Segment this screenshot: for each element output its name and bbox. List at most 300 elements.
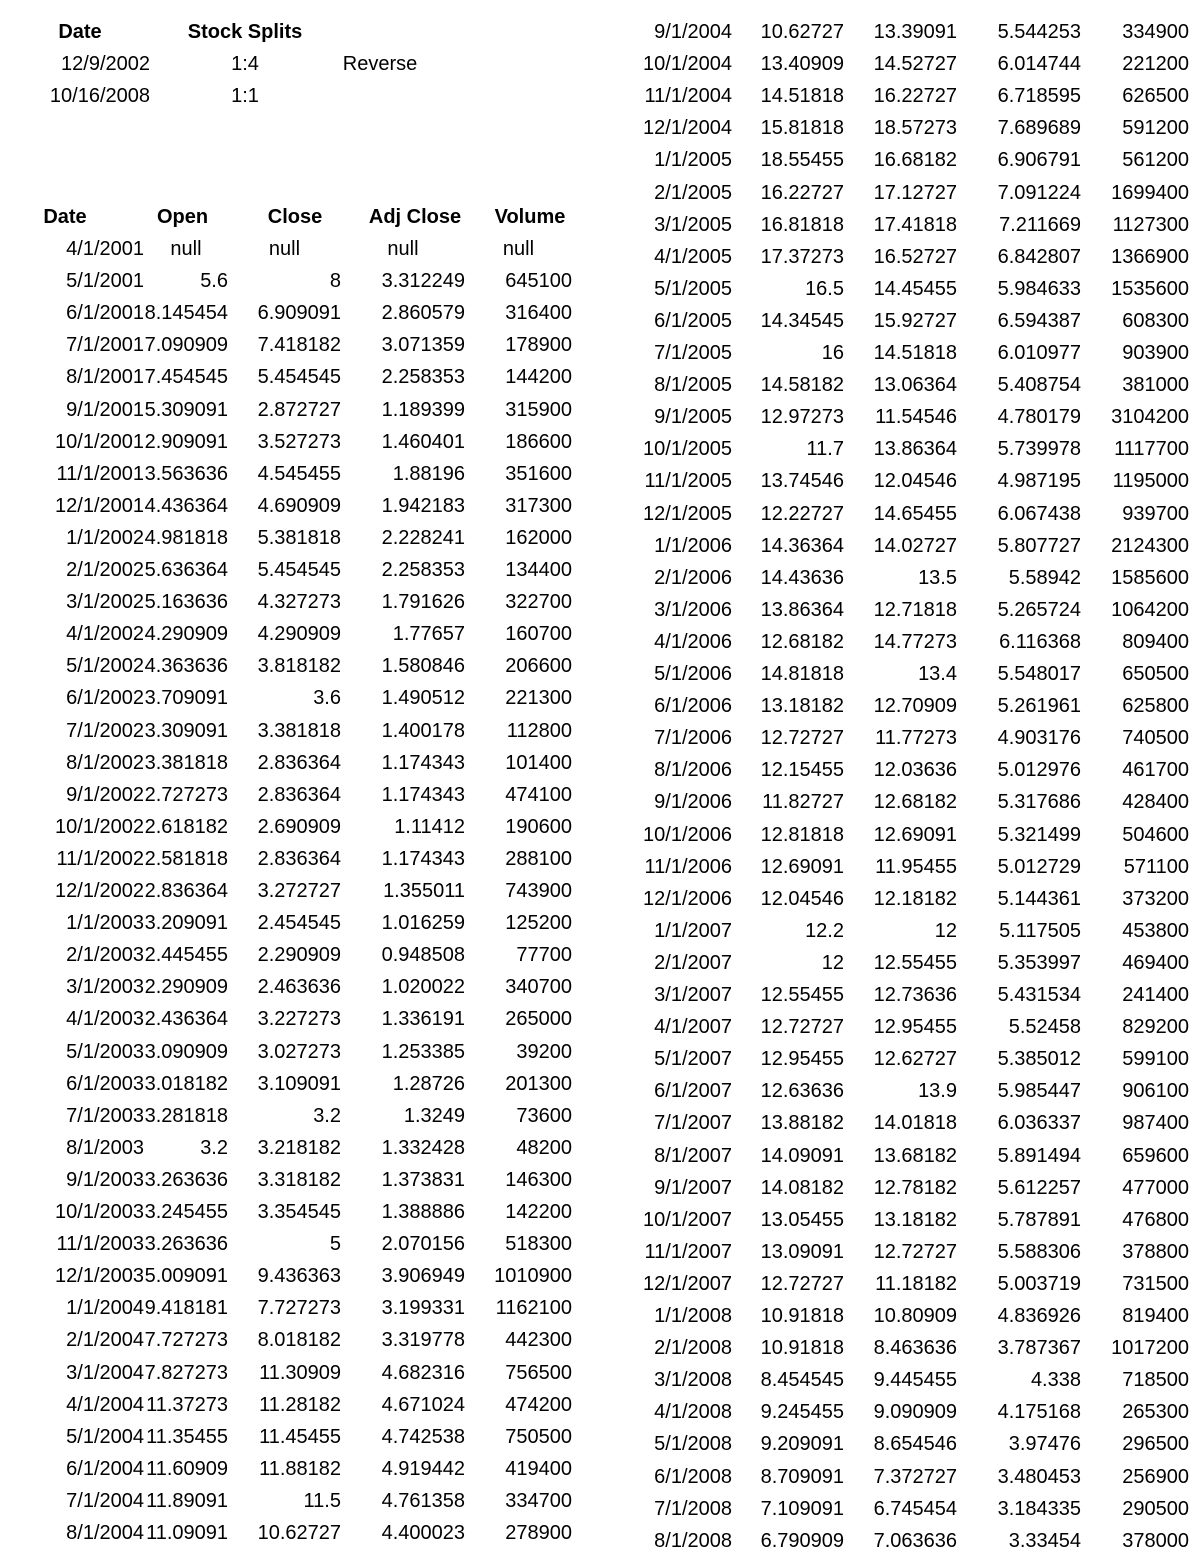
row-date: 6/1/2003 — [66, 1072, 144, 1095]
row-open: 2.581818 — [144, 847, 228, 870]
row-date: 10/1/2003 — [55, 1201, 144, 1223]
row-adj-close: 3.480453 — [997, 1465, 1081, 1488]
row-date: 8/1/2002 — [66, 751, 144, 774]
row-volume: 77700 — [516, 944, 572, 967]
row-date: 10/1/2001 — [55, 430, 144, 453]
row-close: 2.690909 — [257, 815, 341, 838]
row-close: 13.18182 — [873, 1208, 957, 1231]
row-close: 12.69091 — [873, 823, 957, 846]
header-volume: Volume — [494, 206, 566, 228]
row-volume: 296500 — [1122, 1433, 1189, 1456]
row-adj-close: 3.787367 — [997, 1337, 1081, 1360]
row-volume: 504600 — [1122, 823, 1189, 846]
row-date: 3/1/2008 — [654, 1369, 732, 1392]
row-open: 14.08182 — [760, 1176, 844, 1199]
row-open: 8.145454 — [144, 302, 228, 325]
split-ratio: 1:1 — [231, 85, 259, 108]
table-row — [0, 658, 1200, 690]
row-volume: 221200 — [1122, 53, 1189, 76]
table-row — [0, 1236, 1200, 1268]
row-date: 9/1/2006 — [654, 791, 732, 814]
row-volume: 626500 — [1122, 85, 1189, 108]
row-volume: 142200 — [505, 1201, 572, 1223]
row-volume: 599100 — [1122, 1048, 1189, 1071]
row-volume: 903900 — [1122, 342, 1189, 364]
row-close: 11.5 — [303, 1489, 341, 1512]
row-volume: 265300 — [1122, 1401, 1189, 1424]
row-date: 12/1/2001 — [55, 494, 144, 517]
table-row — [0, 1461, 1200, 1493]
row-adj-close: 4.761358 — [381, 1489, 465, 1512]
row-open: 12.68182 — [760, 630, 844, 653]
row-adj-close: 2.258353 — [381, 559, 465, 581]
row-adj-close: 5.588306 — [997, 1240, 1081, 1263]
table-row — [0, 1396, 1200, 1428]
row-open: 4.363636 — [144, 655, 228, 678]
row-volume: 278900 — [505, 1522, 572, 1544]
row-open: 4.436364 — [144, 494, 228, 517]
row-close: 3.6 — [313, 687, 341, 710]
table-row — [0, 273, 1200, 305]
row-close: 11.28182 — [259, 1393, 341, 1416]
row-date: 5/1/2008 — [654, 1433, 732, 1456]
row-close: 13.86364 — [873, 438, 957, 461]
row-volume: 2124300 — [1111, 534, 1189, 557]
row-close: 3.027273 — [257, 1040, 341, 1063]
row-volume: 1162100 — [495, 1297, 572, 1320]
row-close: 12.70909 — [873, 695, 957, 718]
row-adj-close: 1.490512 — [381, 687, 465, 710]
table-row — [0, 401, 1200, 433]
row-volume: 162000 — [505, 526, 572, 549]
row-open: 5.009091 — [144, 1265, 228, 1288]
table-row — [0, 337, 1200, 369]
row-volume: 906100 — [1122, 1080, 1189, 1103]
row-open: 16.81818 — [760, 213, 844, 236]
row-adj-close: 5.012729 — [997, 855, 1081, 878]
row-volume: 112800 — [506, 719, 572, 742]
table-row — [0, 1107, 1200, 1139]
row-volume: 419400 — [505, 1457, 572, 1480]
row-open: 7.727273 — [144, 1329, 228, 1352]
row-close: 6.745454 — [873, 1497, 957, 1520]
row-date: 9/1/2003 — [66, 1168, 144, 1191]
row-volume: 474100 — [505, 783, 572, 806]
row-date: 12/1/2006 — [643, 887, 732, 910]
row-adj-close: 5.985447 — [997, 1080, 1081, 1103]
row-date: 7/1/2007 — [654, 1112, 732, 1135]
row-volume: 571100 — [1123, 855, 1189, 878]
row-volume: 1195000 — [1112, 470, 1189, 493]
split-date: 10/16/2008 — [49, 85, 150, 108]
row-adj-close: 3.312249 — [381, 270, 465, 293]
row-adj-close: 5.984633 — [997, 277, 1081, 300]
row-volume: 461700 — [1122, 759, 1189, 782]
table-row — [0, 1493, 1200, 1525]
row-open: 2.290909 — [144, 976, 228, 999]
row-date: 3/1/2007 — [654, 984, 732, 1006]
table-row — [0, 1268, 1200, 1300]
row-adj-close: 1.020022 — [381, 976, 465, 999]
row-date: 5/1/2005 — [654, 277, 732, 300]
row-open: 3.2 — [200, 1136, 228, 1159]
row-close: 11.54546 — [875, 406, 957, 429]
table-row — [0, 786, 1200, 818]
row-adj-close: 5.408754 — [997, 374, 1081, 397]
row-close: 13.68182 — [873, 1144, 957, 1167]
row-date: 3/1/2003 — [66, 976, 144, 999]
row-volume: 939700 — [1122, 502, 1189, 525]
row-open: 14.34545 — [760, 309, 844, 332]
row-volume: 101400 — [505, 751, 572, 774]
row-date: 2/1/2008 — [654, 1337, 732, 1360]
row-open: 9.209091 — [760, 1433, 844, 1456]
row-date: 4/1/2002 — [66, 623, 144, 646]
row-adj-close: 2.860579 — [381, 302, 465, 325]
row-close: 8.654546 — [873, 1433, 957, 1456]
row-close: 18.57273 — [873, 117, 957, 140]
row-date: 11/1/2002 — [56, 847, 144, 870]
row-volume: 476800 — [1122, 1208, 1189, 1231]
row-adj-close: 1.580846 — [381, 655, 465, 678]
table-row — [0, 1075, 1200, 1107]
row-close: 5.454545 — [257, 559, 341, 581]
row-open: 13.18182 — [760, 695, 844, 718]
row-close: 8 — [329, 270, 341, 293]
row-open: 11.89091 — [146, 1489, 228, 1512]
row-close: 11.18182 — [875, 1272, 957, 1295]
row-open: 12.63636 — [760, 1080, 844, 1103]
row-open: 3.709091 — [144, 687, 228, 710]
row-adj-close: 1.77657 — [392, 623, 465, 646]
row-open: 18.55455 — [760, 149, 844, 172]
row-adj-close: 1.460401 — [381, 430, 465, 453]
row-open: 4.981818 — [144, 526, 228, 549]
row-date: 7/1/2001 — [66, 334, 144, 357]
row-volume: 160700 — [505, 623, 572, 646]
row-volume: 829200 — [1122, 1016, 1189, 1039]
row-volume: 144200 — [505, 366, 572, 389]
table-row — [0, 369, 1200, 401]
row-adj-close: 3.319778 — [381, 1329, 465, 1352]
row-adj-close: 5.431534 — [997, 984, 1081, 1006]
row-close: 2.290909 — [257, 944, 341, 967]
split-date: 12/9/2002 — [61, 53, 150, 76]
row-open: 3.018182 — [144, 1072, 228, 1095]
table-row — [0, 1332, 1200, 1364]
row-open: 13.40909 — [760, 53, 844, 76]
row-date: 4/1/2001 — [66, 238, 144, 260]
row-adj-close: 4.400023 — [381, 1522, 465, 1544]
row-open: 14.36364 — [760, 534, 844, 557]
row-close: 13.4 — [918, 663, 957, 685]
row-open: 10.91818 — [760, 1337, 844, 1360]
row-date: 9/1/2002 — [66, 783, 144, 806]
row-open: 12.72727 — [760, 727, 844, 750]
row-open: 13.86364 — [760, 598, 844, 621]
row-volume: 146300 — [505, 1168, 572, 1191]
table-row — [0, 498, 1200, 530]
row-volume: 659600 — [1122, 1144, 1189, 1167]
row-date: 3/1/2006 — [654, 598, 732, 621]
row-volume: 428400 — [1122, 791, 1189, 814]
row-date: 4/1/2004 — [66, 1393, 144, 1416]
row-adj-close: 6.014744 — [997, 53, 1081, 76]
row-close: 16.22727 — [873, 85, 957, 108]
row-volume: 178900 — [505, 334, 572, 357]
row-volume: 819400 — [1122, 1305, 1189, 1327]
row-close: 12.55455 — [873, 951, 957, 974]
row-open: 12.04546 — [760, 887, 844, 910]
table-row — [0, 1140, 1200, 1172]
row-date: 7/1/2005 — [654, 342, 732, 364]
row-date: 6/1/2007 — [654, 1080, 732, 1103]
row-adj-close: 4.671024 — [381, 1393, 465, 1416]
row-close: 14.45455 — [873, 277, 957, 300]
row-close: 17.41818 — [873, 213, 957, 236]
row-date: 11/1/2004 — [644, 85, 732, 108]
table-row — [0, 530, 1200, 562]
row-adj-close: 6.906791 — [997, 149, 1081, 172]
table-row — [0, 1043, 1200, 1075]
row-date: 2/1/2006 — [654, 566, 732, 589]
row-volume: 561200 — [1122, 149, 1189, 172]
row-open: 3.263636 — [144, 1233, 228, 1256]
row-volume: 591200 — [1122, 117, 1189, 140]
row-date: 5/1/2002 — [66, 655, 144, 678]
row-open: 15.81818 — [760, 117, 844, 140]
row-open: 12.95455 — [760, 1048, 844, 1071]
table-row — [0, 80, 1200, 112]
table-row — [0, 1204, 1200, 1236]
row-date: 10/1/2007 — [643, 1208, 732, 1231]
row-close: 15.92727 — [873, 309, 957, 332]
row-date: 8/1/2008 — [654, 1529, 732, 1552]
row-close: 14.77273 — [873, 630, 957, 653]
row-adj-close: 1.373831 — [381, 1168, 465, 1191]
row-adj-close: 1.400178 — [381, 719, 465, 742]
row-adj-close: 3.906949 — [381, 1265, 465, 1288]
row-close: 11.45455 — [259, 1425, 341, 1448]
row-adj-close: 1.3249 — [403, 1104, 465, 1127]
row-volume: 39200 — [516, 1040, 572, 1063]
row-close: 2.836364 — [257, 847, 341, 870]
row-date: 7/1/2008 — [654, 1497, 732, 1520]
table-row — [0, 883, 1200, 915]
row-adj-close: 1.88196 — [392, 462, 465, 485]
table-row — [0, 1364, 1200, 1396]
row-open: 12.55455 — [760, 984, 844, 1006]
row-open: 13.09091 — [760, 1240, 844, 1263]
row-close: 2.836364 — [257, 783, 341, 806]
row-adj-close: 3.97476 — [1008, 1433, 1081, 1456]
row-close: 14.01818 — [873, 1112, 957, 1135]
header-adj-close: Adj Close — [368, 206, 462, 228]
row-adj-close: 1.28726 — [392, 1072, 465, 1095]
row-date: 6/1/2005 — [654, 309, 732, 332]
row-open: 3.381818 — [144, 751, 228, 774]
row-close: 11.30909 — [259, 1361, 341, 1384]
row-adj-close: 6.842807 — [997, 245, 1081, 268]
row-open: 11.37273 — [146, 1393, 228, 1416]
row-close: 12.03636 — [873, 759, 957, 782]
row-volume: 1117700 — [1114, 438, 1189, 461]
row-date: 2/1/2005 — [654, 181, 732, 204]
row-close: 12.95455 — [873, 1016, 957, 1039]
row-date: 5/1/2001 — [66, 270, 144, 293]
row-close: 4.290909 — [257, 623, 341, 646]
row-close: 4.545455 — [257, 462, 341, 485]
row-adj-close: 5.321499 — [997, 823, 1081, 846]
row-volume: 373200 — [1122, 887, 1189, 910]
row-volume: 442300 — [505, 1329, 572, 1352]
row-volume: 477000 — [1122, 1176, 1189, 1199]
row-volume: 241400 — [1122, 984, 1189, 1006]
row-close: 12.18182 — [873, 887, 957, 910]
row-date: 2/1/2007 — [654, 951, 732, 974]
row-volume: 625800 — [1122, 695, 1189, 718]
row-close: 3.272727 — [257, 880, 341, 902]
row-volume: 3104200 — [1111, 406, 1189, 429]
row-volume: 469400 — [1122, 951, 1189, 974]
row-close: 4.327273 — [257, 591, 341, 614]
row-date: 6/1/2006 — [654, 695, 732, 718]
row-open: 3.209091 — [144, 912, 228, 935]
row-adj-close: 2.070156 — [381, 1233, 465, 1256]
row-date: 7/1/2002 — [66, 719, 144, 742]
row-open: 7.827273 — [144, 1361, 228, 1384]
row-open: 12.2 — [805, 919, 844, 942]
row-open: 14.43636 — [760, 566, 844, 589]
row-adj-close: 5.385012 — [997, 1048, 1081, 1071]
split-ratio: 1:4 — [231, 53, 259, 76]
row-volume: 317300 — [505, 494, 572, 517]
row-open: 11.60909 — [146, 1457, 228, 1480]
row-adj-close: 1.174343 — [381, 783, 465, 806]
splits-header-stock-splits: Stock Splits — [187, 21, 303, 43]
row-adj-close: 4.338 — [1030, 1369, 1081, 1392]
row-date: 10/1/2002 — [55, 815, 144, 838]
row-adj-close: 5.353997 — [997, 951, 1081, 974]
row-date: 12/1/2005 — [643, 502, 732, 525]
row-adj-close: 5.739978 — [997, 438, 1081, 461]
row-open: 2.727273 — [144, 783, 228, 806]
row-close: 3.109091 — [257, 1072, 341, 1095]
row-date: 9/1/2007 — [654, 1176, 732, 1199]
row-open: 12 — [821, 951, 844, 974]
table-row — [0, 241, 1200, 273]
row-volume: 381000 — [1122, 374, 1189, 397]
row-date: 9/1/2005 — [654, 406, 732, 429]
row-open: 11.35455 — [146, 1425, 228, 1448]
row-volume: 190600 — [505, 815, 572, 838]
row-date: 4/1/2003 — [66, 1008, 144, 1031]
row-date: 5/1/2003 — [66, 1040, 144, 1063]
row-close: 6.909091 — [257, 302, 341, 325]
row-close: 17.12727 — [873, 181, 957, 204]
row-volume: 316400 — [505, 302, 572, 325]
row-close: 3.218182 — [257, 1136, 341, 1159]
row-open: 2.618182 — [144, 815, 228, 838]
row-volume: 1585600 — [1111, 566, 1189, 589]
row-close: 7.372727 — [873, 1465, 957, 1488]
row-volume: 1064200 — [1111, 598, 1189, 621]
table-row — [0, 177, 1200, 209]
row-adj-close: 6.594387 — [997, 309, 1081, 332]
row-close: 5 — [329, 1233, 341, 1256]
row-date: 5/1/2004 — [66, 1425, 144, 1448]
row-open: 3.245455 — [144, 1201, 228, 1223]
row-adj-close: 4.836926 — [997, 1305, 1081, 1327]
row-close: 7.418182 — [257, 334, 341, 357]
row-date: 6/1/2004 — [66, 1457, 144, 1480]
row-volume: 256900 — [1122, 1465, 1189, 1488]
header-close: Close — [267, 206, 323, 228]
row-close: 3.527273 — [257, 430, 341, 453]
row-close: 12.78182 — [873, 1176, 957, 1199]
row-volume: 1366900 — [1111, 245, 1189, 268]
row-adj-close: 2.258353 — [381, 366, 465, 389]
row-adj-close: 5.544253 — [997, 21, 1081, 43]
row-open: 3.281818 — [144, 1104, 228, 1127]
row-volume: 315900 — [505, 398, 572, 421]
row-close: 13.9 — [918, 1080, 957, 1103]
row-open: 14.51818 — [760, 85, 844, 108]
row-close: 2.836364 — [257, 751, 341, 774]
row-adj-close: 1.388886 — [381, 1201, 465, 1223]
row-adj-close: 0.948508 — [381, 944, 465, 967]
row-adj-close: 4.987195 — [997, 470, 1081, 493]
row-open: 5.636364 — [144, 559, 228, 581]
row-date: 11/1/2001 — [56, 462, 144, 485]
row-volume: 322700 — [505, 591, 572, 614]
row-adj-close: 5.548017 — [997, 663, 1081, 685]
row-date: 6/1/2002 — [66, 687, 144, 710]
row-adj-close: 7.091224 — [997, 181, 1081, 204]
row-adj-close: 4.903176 — [997, 727, 1081, 750]
row-open: 9.418181 — [144, 1297, 228, 1320]
row-open: 8.709091 — [760, 1465, 844, 1488]
row-close: 12.68182 — [873, 791, 957, 814]
row-volume: 334900 — [1122, 21, 1189, 43]
row-volume: 48200 — [516, 1136, 572, 1159]
row-volume: 186600 — [505, 430, 572, 453]
row-open: 7.454545 — [144, 366, 228, 389]
row-volume: 73600 — [516, 1104, 572, 1127]
table-row — [0, 819, 1200, 851]
row-adj-close: 1.336191 — [381, 1008, 465, 1031]
row-open: 14.09091 — [760, 1144, 844, 1167]
row-adj-close: 5.317686 — [997, 791, 1081, 814]
row-open: 13.05455 — [760, 1208, 844, 1231]
table-row — [0, 1300, 1200, 1332]
row-volume: 201300 — [505, 1072, 572, 1095]
row-open: 2.436364 — [144, 1008, 228, 1031]
row-date: 3/1/2002 — [66, 591, 144, 614]
header-open: Open — [156, 206, 209, 228]
row-adj-close: 1.355011 — [383, 880, 465, 902]
row-adj-close: 6.718595 — [997, 85, 1081, 108]
row-date: 5/1/2006 — [654, 663, 732, 685]
table-row — [0, 594, 1200, 626]
row-close: 11.95455 — [875, 855, 957, 878]
row-open: 10.62727 — [760, 21, 844, 43]
row-date: 8/1/2006 — [654, 759, 732, 782]
table-row — [0, 209, 1200, 241]
row-date: 4/1/2005 — [654, 245, 732, 268]
row-open: 10.91818 — [760, 1305, 844, 1327]
table-row — [0, 144, 1200, 176]
